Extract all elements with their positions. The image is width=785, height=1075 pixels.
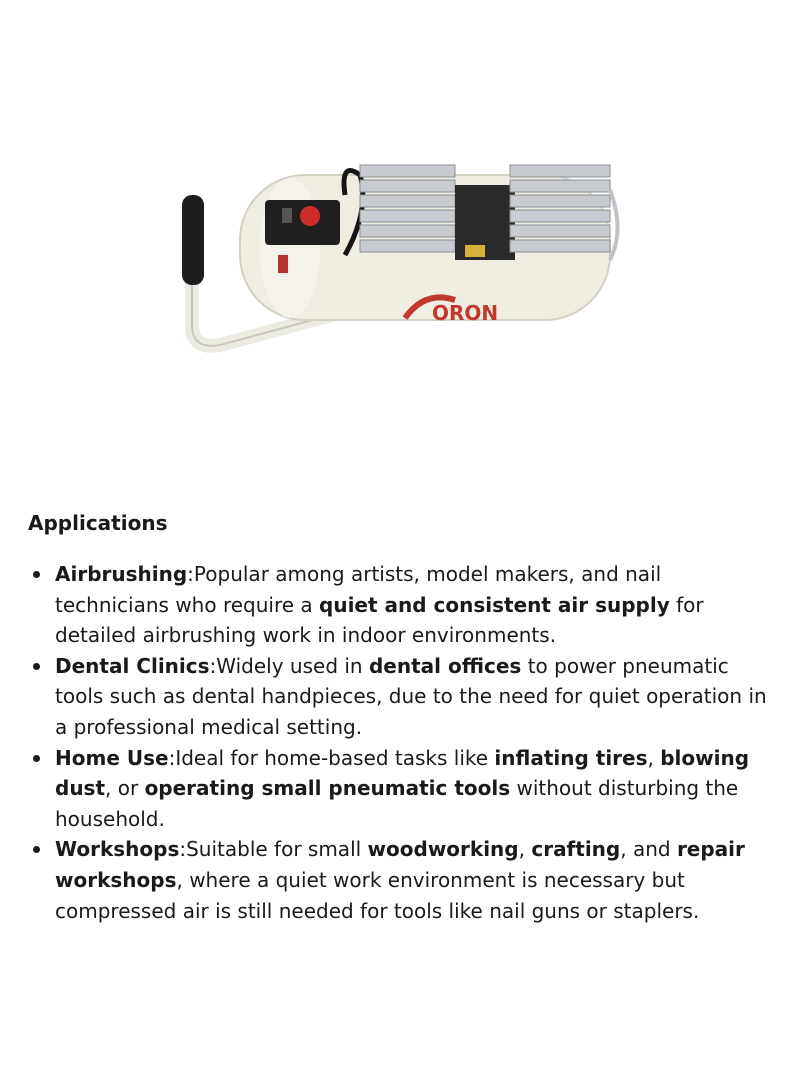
list-item-home-use (28, 743, 778, 835)
brand-logo-text: ORON (432, 301, 499, 325)
item-bold: quiet and consistent air supply (319, 592, 670, 617)
item-bold: woodworking (367, 837, 519, 862)
item-text: Widely used in (216, 653, 369, 678)
item-text: , and (620, 837, 677, 862)
item-title: Airbrushing (55, 562, 188, 586)
list-item-airbrushing (28, 559, 778, 651)
item-sep: : (187, 562, 194, 586)
item-title: Workshops (55, 837, 180, 862)
item-bold: blowing dust (55, 745, 750, 801)
item-bold: crafting (531, 837, 621, 862)
item-text: Ideal for home-based tasks like (175, 745, 495, 770)
item-text: Suitable for small (186, 837, 368, 862)
item-text: for detailed airbrushing work in indoor environments. (55, 592, 704, 648)
list-item-dental-clinics (28, 651, 778, 743)
item-sep: : (168, 745, 176, 770)
item-title: Home Use (55, 745, 169, 770)
item-sep: : (209, 653, 217, 678)
applications-section (28, 508, 778, 926)
applications-heading: Applications (28, 511, 168, 535)
list-item-workshops (28, 834, 778, 926)
item-text: , or (105, 776, 145, 801)
item-text: , (518, 837, 532, 862)
item-text: , where a quiet work environment is necessary but compressed air is still needed for tools like nail guns or staplers. (55, 867, 700, 923)
item-sep: : (179, 837, 187, 862)
item-bold: dental offices (368, 653, 522, 678)
item-text: , (647, 745, 661, 770)
applications-list (28, 559, 778, 926)
air-compressor-image (170, 150, 630, 365)
item-text: without disturbing the household. (55, 776, 739, 831)
item-bold: inflating tires (494, 745, 648, 770)
item-text: to power pneumatic tools such as dental handpieces, due to the need for quiet operation in a professional medical setting. (55, 653, 767, 739)
item-text: Popular among artists, model makers, and nail technicians who require a (55, 562, 662, 617)
item-bold: repair workshops (55, 837, 745, 892)
item-bold: operating small pneumatic tools (144, 776, 511, 801)
item-title: Dental Clinics (55, 653, 210, 678)
